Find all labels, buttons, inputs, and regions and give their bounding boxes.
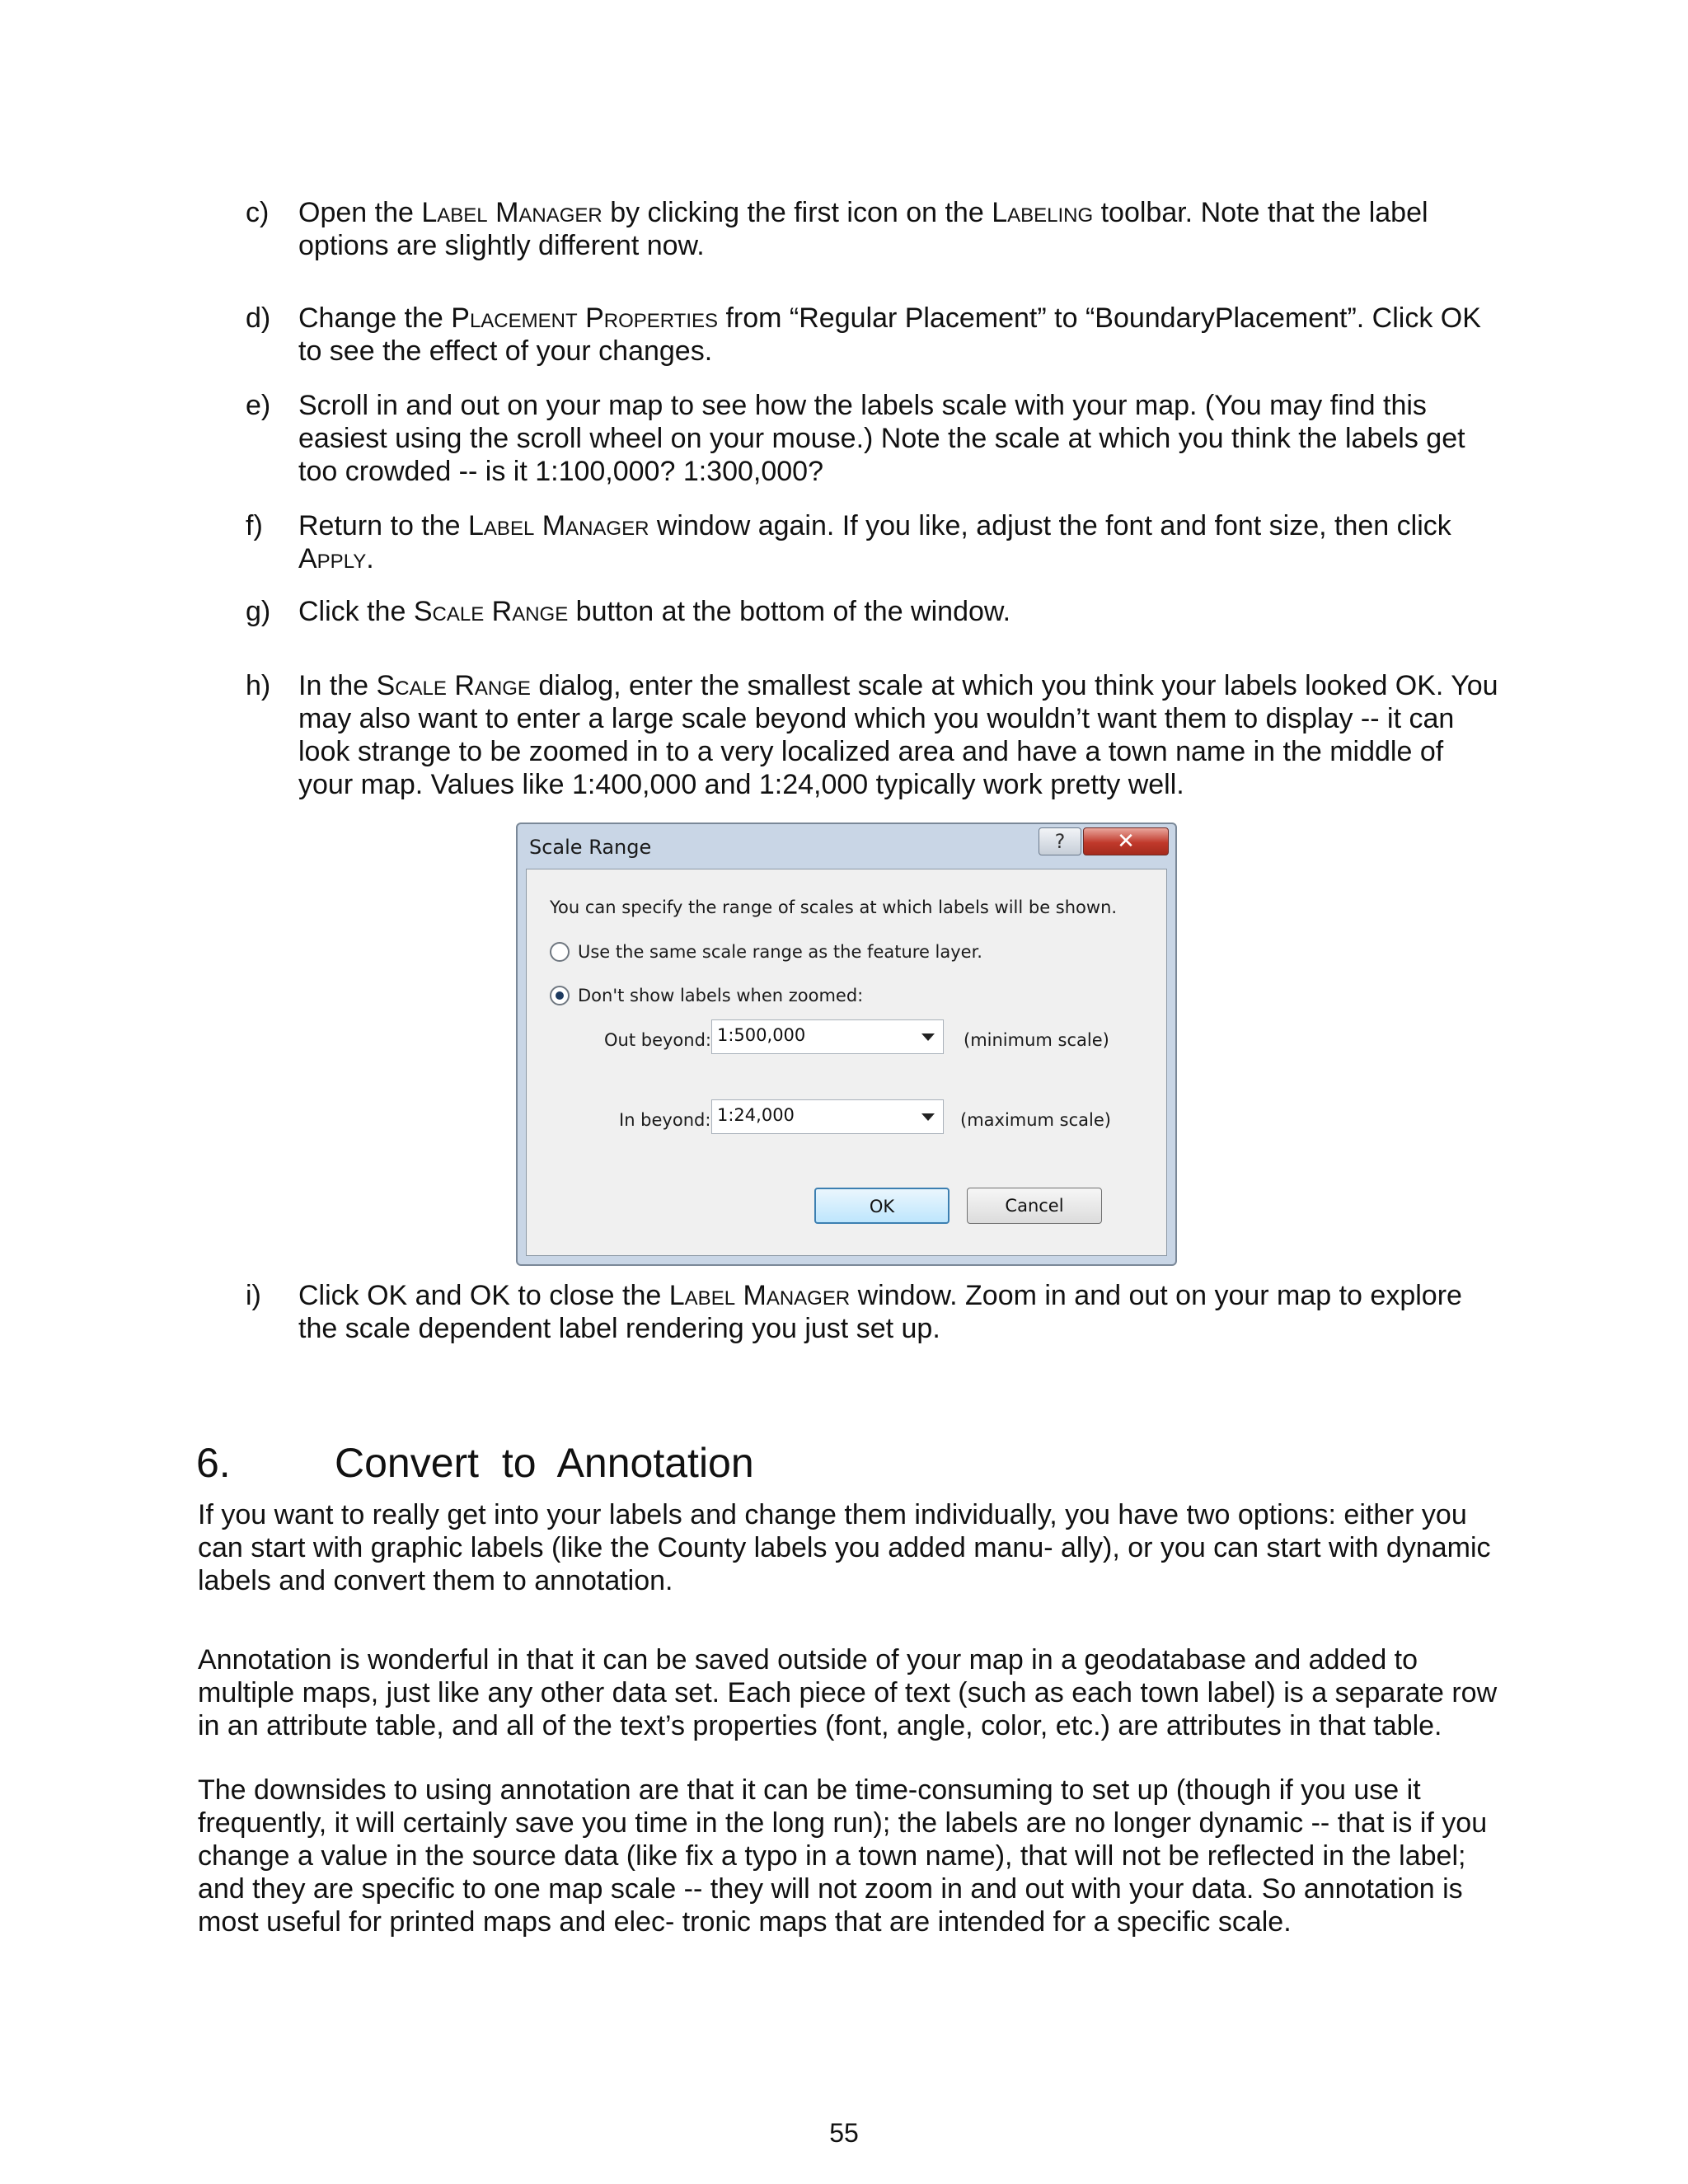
step-letter: g) (246, 596, 271, 627)
step-letter: d) (246, 302, 271, 334)
in-beyond-hint: (maximum scale) (960, 1110, 1111, 1130)
section-number: 6. (196, 1440, 231, 1486)
step-letter: i) (246, 1280, 261, 1311)
scale-range-dialog (516, 823, 1177, 1266)
step-letter: h) (246, 670, 271, 701)
in-beyond-label: In beyond: (619, 1110, 711, 1130)
same-scale-radio[interactable] (550, 942, 570, 962)
step-text: In the Scale Range dialog, enter the smallest scale at which you think your labels looked OK. You may also want to enter a large scale beyond which you wouldn’t want them to display -- it can look strange to be zoomed in to a very localized area and have a town name in the middle of your map. Values like 1:400,000 and 1:24,000 typically work pretty well. (298, 670, 1498, 800)
step-text: Click the Scale Range button at the bottom of the window. (298, 596, 1011, 627)
step-letter: e) (246, 390, 271, 421)
dialog-description: You can specify the range of scales at which labels will be shown. (550, 898, 1118, 917)
paragraph: Annotation is wonderful in that it can be saved outside of your map in a geodatabase and added to multiple maps, just like any other data set. Each piece of text (such as each town label) is a separate row in an attribute table, and all of the text’s properties (font, angle, color, etc.) are attributes in that table. (198, 1644, 1498, 1741)
chevron-down-icon[interactable] (921, 1033, 935, 1041)
out-beyond-combo[interactable] (711, 1019, 944, 1054)
paragraph: The downsides to using annotation are that it can be time-consuming to set up (though if you use it frequently, it will certainly save you time in the long run); the labels are no longer dynamic -- that is if you change a value in the source data (like fix a typo in a town name), that will not be reflected in the label; and they are specific to one map scale -- they will not zoom in and out with your data. So annotation is most useful for printed maps and elec- tronic maps that are intended for a specific scale. (198, 1774, 1488, 1938)
same-scale-label: Use the same scale range as the feature layer. (578, 942, 982, 962)
step-text: Return to the Label Manager window again. If you like, adjust the font and font size, then click Apply. (298, 510, 1451, 574)
step-text: Open the Label Manager by clicking the first icon on the Labeling toolbar. Note that the label options are slightly different now. (298, 197, 1428, 261)
paragraph: If you want to really get into your labels and change them individually, you have two options: either you can start with graphic labels (like the County labels you added manu- ally), or you can start with dynamic labels and convert them to annotation. (198, 1499, 1491, 1596)
step-text: Scroll in and out on your map to see how the labels scale with your map. (You may find this easiest using the scroll wheel on your mouse.) Note the scale at which you think the labels get too crowded -- is it 1:100,000? 1:300,000? (298, 390, 1465, 487)
dont-show-label: Don't show labels when zoomed: (578, 986, 864, 1005)
in-beyond-combo[interactable] (711, 1099, 944, 1134)
cancel-button[interactable]: Cancel (967, 1188, 1102, 1224)
close-icon[interactable]: ✕ (1083, 827, 1169, 855)
page-number: 55 (829, 2118, 859, 2148)
dialog-title: Scale Range (529, 836, 652, 859)
step-letter: f) (246, 510, 263, 541)
out-beyond-value: 1:500,000 (717, 1025, 806, 1045)
step-text: Change the Placement Properties from “Regular Placement” to “BoundaryPlacement”. Click OK to see the effect of your changes. (298, 302, 1481, 367)
step-letter: c) (246, 197, 270, 228)
help-icon[interactable]: ? (1039, 827, 1081, 855)
in-beyond-value: 1:24,000 (717, 1105, 795, 1125)
dont-show-radio[interactable] (550, 986, 570, 1005)
out-beyond-hint: (minimum scale) (964, 1030, 1109, 1050)
ok-button[interactable]: OK (814, 1188, 950, 1224)
out-beyond-label: Out beyond: (604, 1030, 711, 1050)
section-title: Convert to Annotation (335, 1440, 754, 1486)
step-text: Click OK and OK to close the Label Manager window. Zoom in and out on your map to explore the scale dependent label rendering you just set up. (298, 1280, 1462, 1344)
chevron-down-icon[interactable] (921, 1113, 935, 1121)
dialog-body (526, 869, 1167, 1256)
